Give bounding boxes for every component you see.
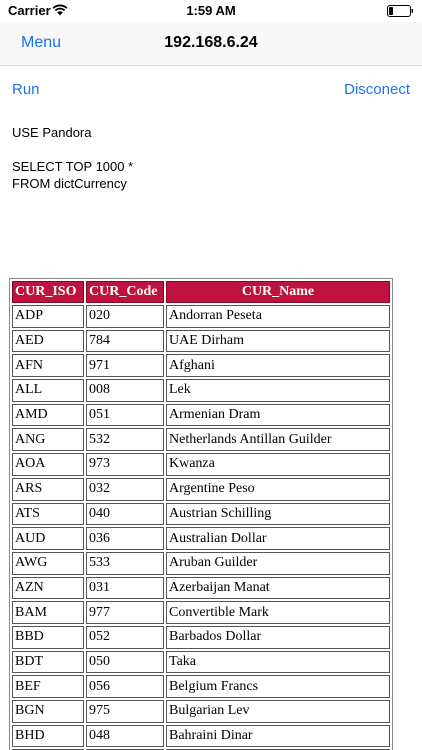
cell-cur-name: Andorran Peseta [166,305,390,328]
cell-cur-code: 051 [86,404,164,427]
cell-cur-code: 977 [86,601,164,624]
cell-cur-code: 020 [86,305,164,328]
query-editor[interactable] [12,124,412,264]
cell-cur-name: Australian Dollar [166,527,390,550]
cell-cur-code: 008 [86,379,164,402]
battery-icon [387,5,414,17]
cell-cur-code: 031 [86,577,164,600]
table-header-row [12,281,390,303]
table-row [12,330,390,353]
cell-cur-iso: AFN [12,354,84,377]
status-time: 1:59 AM [186,3,236,18]
table-row [12,626,390,649]
cell-cur-name: Belgium Francs [166,675,390,698]
disconnect-button[interactable]: Disconect [344,81,410,98]
table-row [12,675,390,698]
carrier-label: Carrier [8,3,51,18]
cell-cur-iso: AED [12,330,84,353]
cell-cur-name: Convertible Mark [166,601,390,624]
cell-cur-iso: BEF [12,675,84,698]
cell-cur-code: 533 [86,552,164,575]
cell-cur-name: Argentine Peso [166,478,390,501]
cell-cur-name: Netherlands Antillan Guilder [166,428,390,451]
page-title: 192.168.6.24 [164,34,258,51]
table-row [12,651,390,674]
cell-cur-code: 050 [86,651,164,674]
table-row [12,428,390,451]
cell-cur-iso: AUD [12,527,84,550]
cell-cur-code: 973 [86,453,164,476]
table-row [12,453,390,476]
navigation-bar [0,22,422,66]
cell-cur-name: Austrian Schilling [166,503,390,526]
menu-button[interactable]: Menu [21,34,62,51]
table-row [12,700,390,723]
table-row [12,404,390,427]
cell-cur-name: Barbados Dollar [166,626,390,649]
cell-cur-iso: BDT [12,651,84,674]
cell-cur-code: 052 [86,626,164,649]
cell-cur-code: 975 [86,700,164,723]
table-row [12,354,390,377]
cell-cur-code: 971 [86,354,164,377]
table-row [12,379,390,402]
cell-cur-name: Taka [166,651,390,674]
cell-cur-iso: BGN [12,700,84,723]
cell-cur-code: 056 [86,675,164,698]
cell-cur-name: Azerbaijan Manat [166,577,390,600]
results-table [9,278,393,750]
cell-cur-iso: BHD [12,725,84,748]
table-row [12,725,390,748]
table-row [12,601,390,624]
cell-cur-code: 036 [86,527,164,550]
cell-cur-code: 048 [86,725,164,748]
table-row [12,552,390,575]
cell-cur-code: 784 [86,330,164,353]
status-bar [0,0,422,22]
cell-cur-name: Bulgarian Lev [166,700,390,723]
column-header-cur-name: CUR_Name [166,281,390,303]
cell-cur-name: Lek [166,379,390,402]
cell-cur-name: Bahraini Dinar [166,725,390,748]
cell-cur-iso: ALL [12,379,84,402]
cell-cur-name: Kwanza [166,453,390,476]
cell-cur-iso: ATS [12,503,84,526]
table-row [12,305,390,328]
column-header-cur-iso: CUR_ISO [12,281,84,303]
table-row [12,527,390,550]
cell-cur-iso: BBD [12,626,84,649]
cell-cur-iso: ARS [12,478,84,501]
cell-cur-code: 040 [86,503,164,526]
cell-cur-iso: AMD [12,404,84,427]
cell-cur-name: UAE Dirham [166,330,390,353]
table-row [12,503,390,526]
cell-cur-name: Afghani [166,354,390,377]
cell-cur-iso: AWG [12,552,84,575]
cell-cur-name: Armenian Dram [166,404,390,427]
cell-cur-iso: AOA [12,453,84,476]
run-button[interactable]: Run [12,81,40,98]
cell-cur-name: Aruban Guilder [166,552,390,575]
cell-cur-code: 032 [86,478,164,501]
table-row [12,577,390,600]
column-header-cur-code: CUR_Code [86,281,164,303]
cell-cur-iso: ADP [12,305,84,328]
table-row [12,478,390,501]
cell-cur-iso: ANG [12,428,84,451]
cell-cur-iso: AZN [12,577,84,600]
results-body [12,305,390,750]
cell-cur-code: 532 [86,428,164,451]
cell-cur-iso: BAM [12,601,84,624]
